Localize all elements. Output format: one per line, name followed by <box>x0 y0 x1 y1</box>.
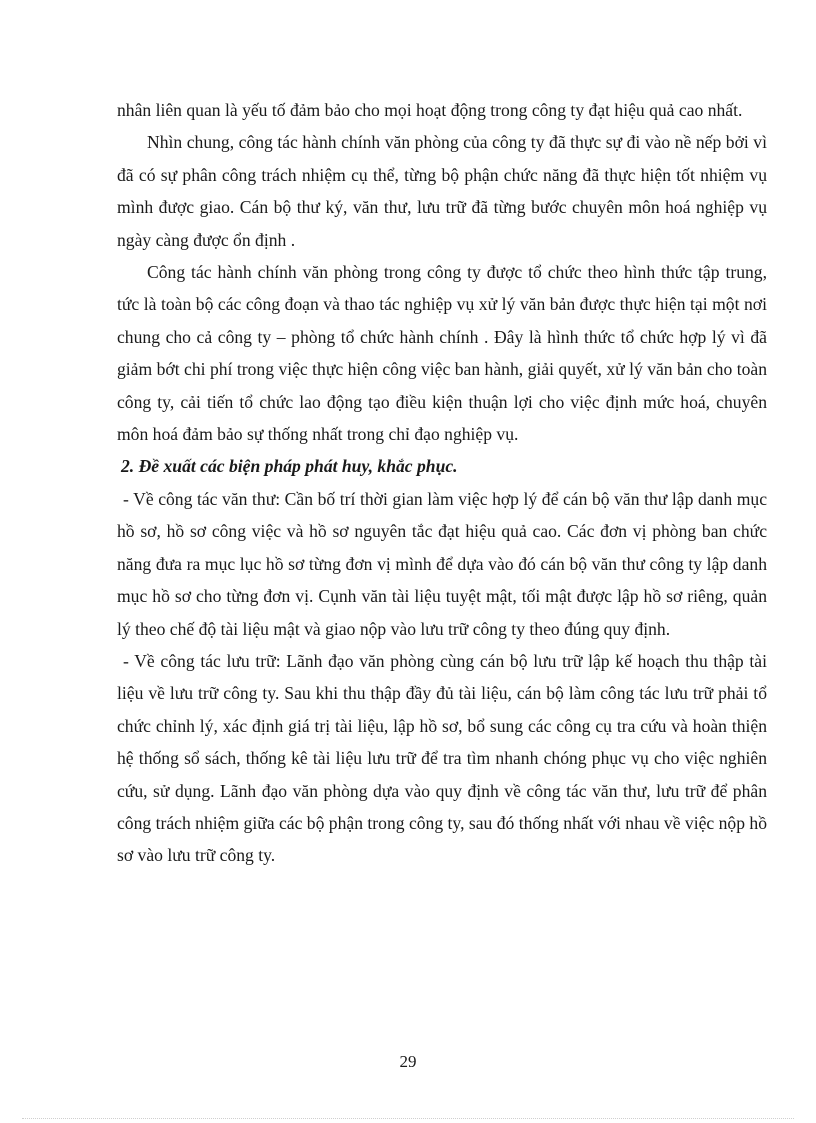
paragraph-organization: Công tác hành chính văn phòng trong công ty được tổ chức theo hình thức tập trung, tức là toàn bộ các công đoạn và thao tác nghiệp vụ xử lý văn bản được thực hiện tại một nơi chung cho cả công ty – phòng tổ chức hành chính . Đây là hình thức tổ chức hợp lý vì đã giảm bớt chi phí trong việc thực hiện công việc ban hành, giải quyết, xử lý văn bản cho toàn công ty, cải tiến tổ chức lao động tạo điều kiện thuận lợi cho việc định mức hoá, chuyên môn hoá đảm bảo sự thống nhất trong chỉ đạo nghiệp vụ. <box>117 262 767 445</box>
paragraph-overview: Nhìn chung, công tác hành chính văn phòng của công ty đã thực sự đi vào nề nếp bởi vì đã có sự phân công trách nhiệm cụ thể, từng bộ phận chức năng đã thực hiện tốt nhiệm vụ mình được giao. Cán bộ thư ký, văn thư, lưu trữ đã từng bước chuyên môn hoá nghiệp vụ ngày càng được ổn định . <box>117 132 767 250</box>
paragraph-continuation: nhân liên quan là yếu tố đảm bảo cho mọi hoạt động trong công ty đạt hiệu quả cao nhất. <box>117 100 743 120</box>
document-body <box>117 94 767 872</box>
page-number: 29 <box>399 1052 417 1071</box>
page-bottom-divider <box>22 1118 794 1119</box>
list-item-van-thu: - Về công tác văn thư: Cần bố trí thời gian làm việc hợp lý để cán bộ văn thư lập danh mục hồ sơ, hồ sơ công việc và hồ sơ nguyên tắc đạt hiệu quả cao. Các đơn vị phòng ban chức năng đưa ra mục lục hồ sơ từng đơn vị mình để dựa vào đó cán bộ văn thư công ty lập danh mục hồ sơ cho từng đơn vị. Cụnh văn tài liệu tuyệt mật, tối mật được lập hồ sơ riêng, quản lý theo chế độ tài liệu mật và giao nộp vào lưu trữ công ty theo đúng quy định. <box>117 488 767 639</box>
section-heading: 2. Đề xuất các biện pháp phát huy, khắc phục. <box>121 456 458 477</box>
list-item-luu-tru: - Về công tác lưu trữ: Lãnh đạo văn phòng cùng cán bộ lưu trữ lập kế hoạch thu thập tài liệu về lưu trữ công ty. Sau khi thu thập đầy đủ tài liệu, cán bộ làm công tác lưu trữ phải tổ chức chỉnh lý, xác định giá trị tài liệu, lập hồ sơ, bổ sung các công cụ tra cứu và hoàn thiện hệ thống sổ sách, thống kê tài liệu lưu trữ để tra tìm nhanh chóng phục vụ cho việc nghiên cứu, sử dụng. Lãnh đạo văn phòng dựa vào quy định về công tác văn thư, lưu trữ để phân công trách nhiệm giữa các bộ phận trong công ty, sau đó thống nhất với nhau về việc nộp hồ sơ vào lưu trữ công ty. <box>117 650 767 866</box>
